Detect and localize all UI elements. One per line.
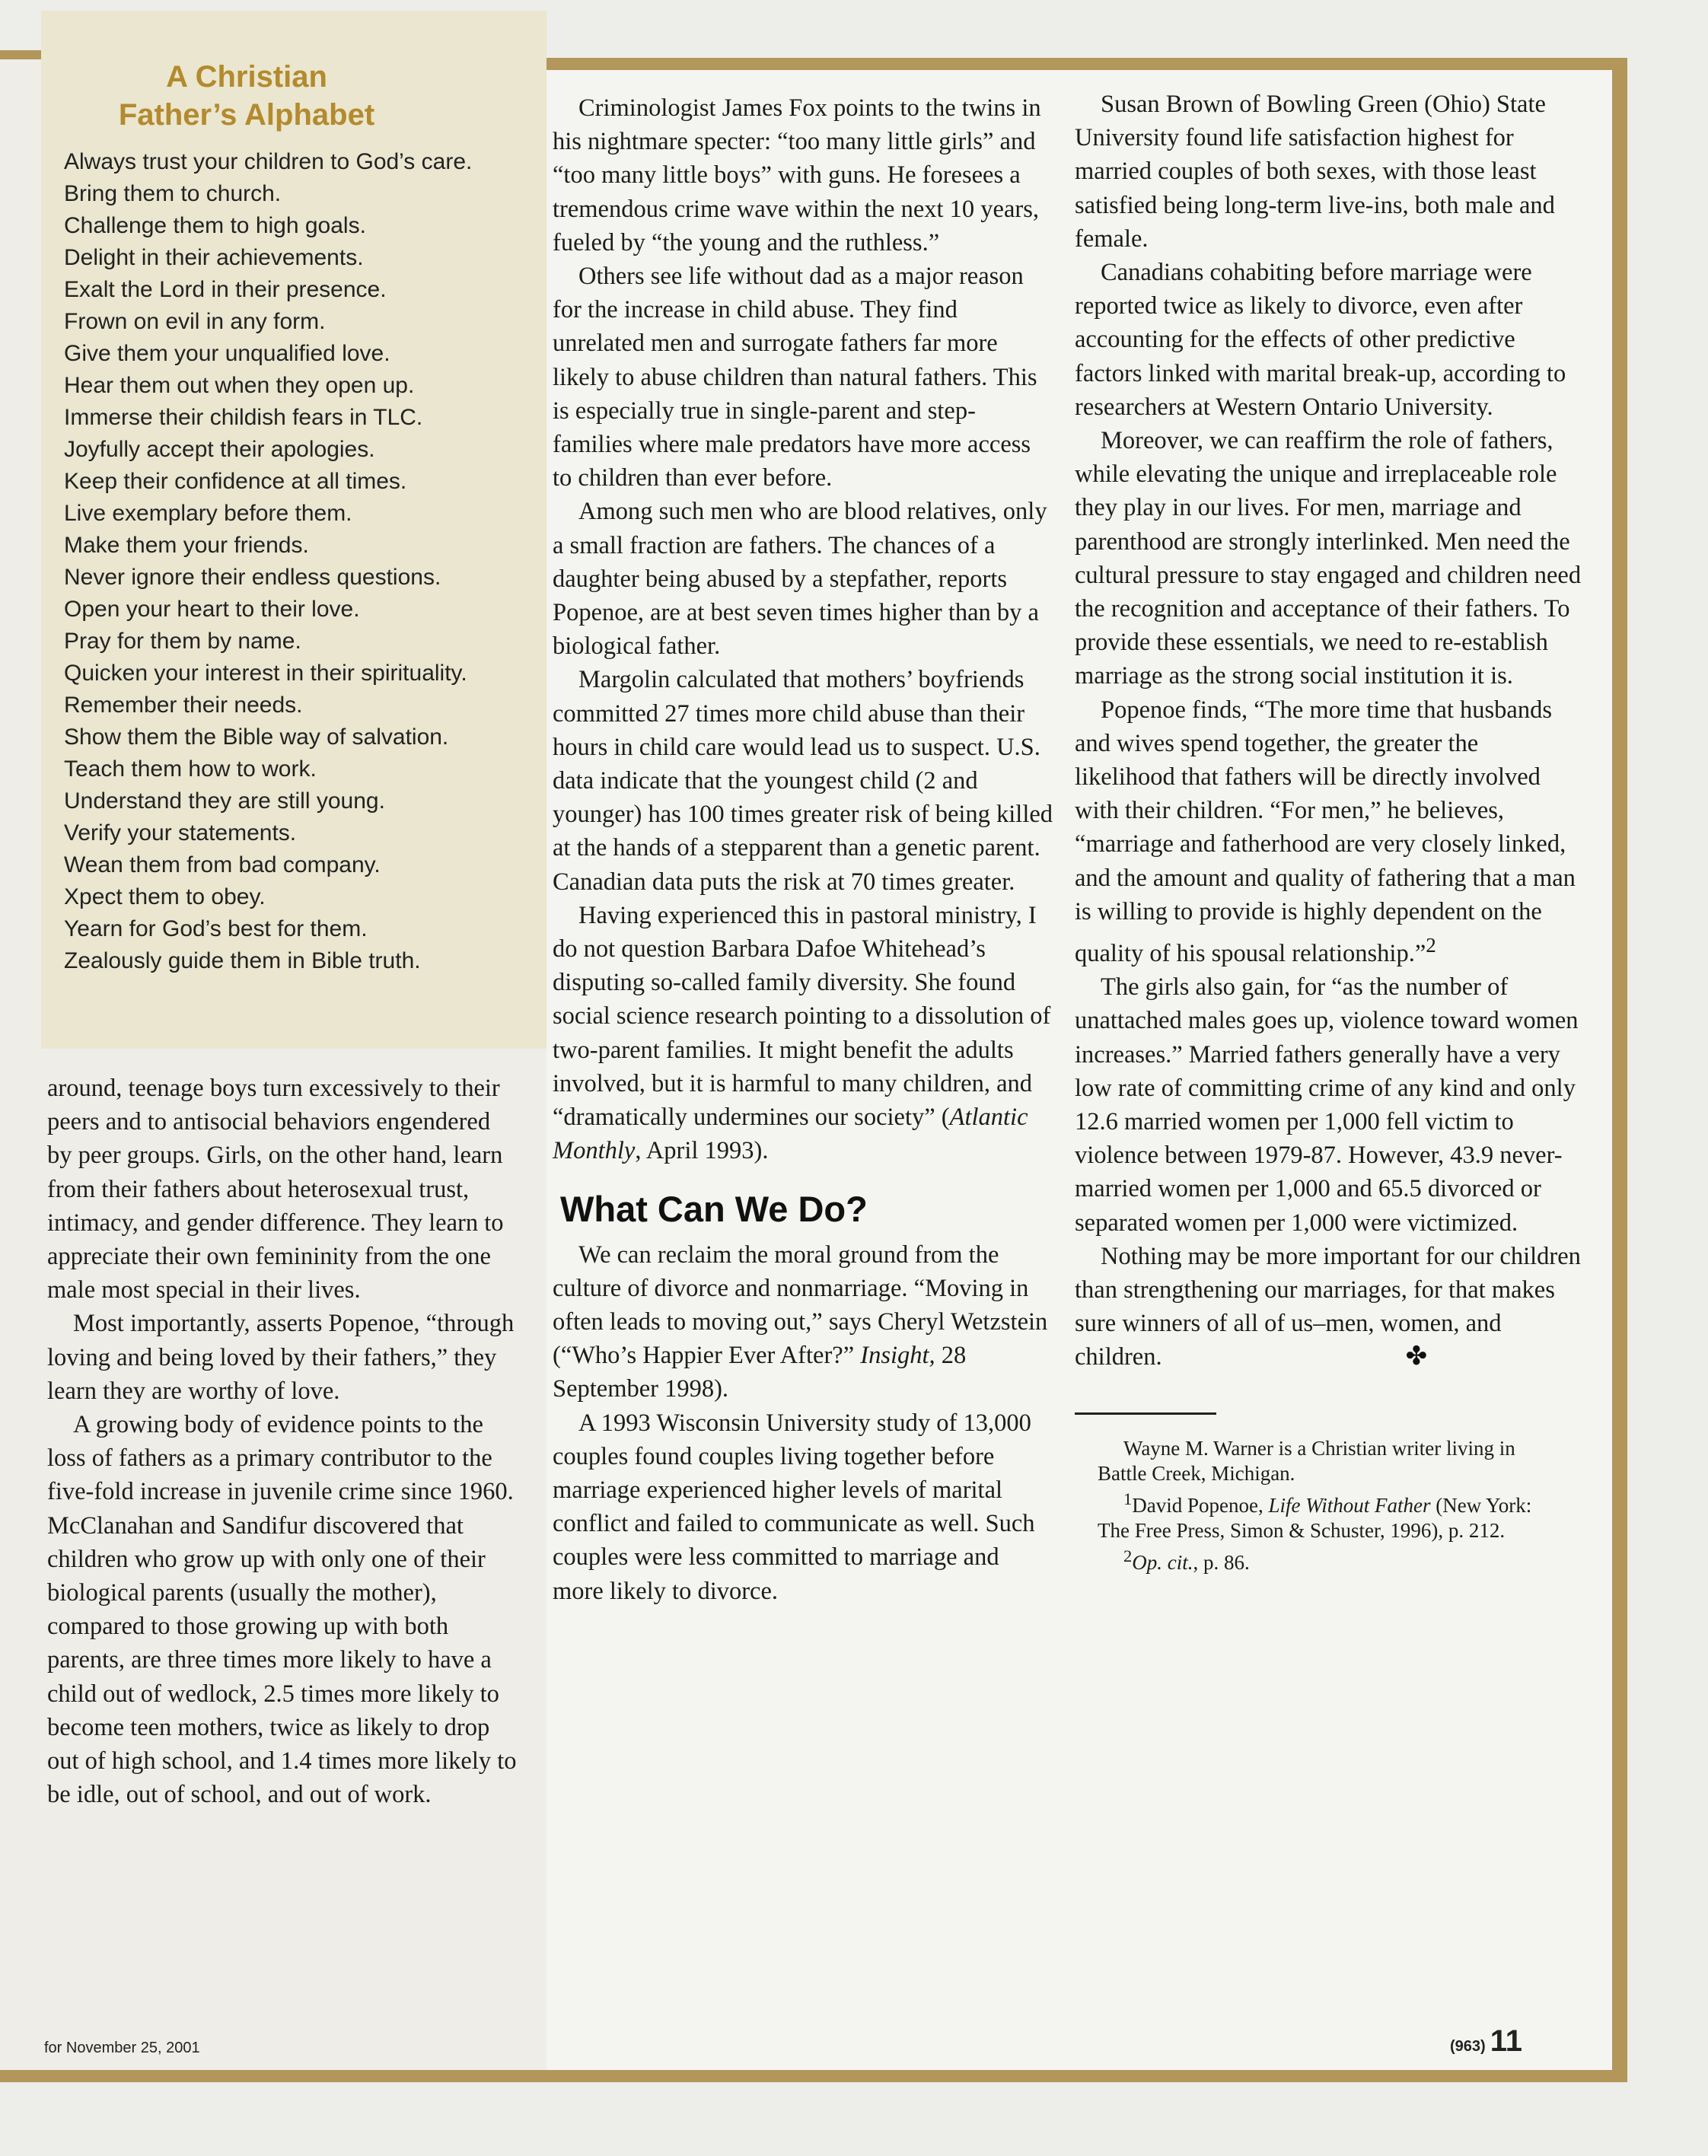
paragraph-text: Having experienced this in pastoral ministry, I do not question Barbara Dafoe Whitehead’s disputing so-called family diversity. She found social science research pointing to a dissolution of two-parent families. It might benefit the adults involved, but it is harmful to many children, and “dramatically undermines our society” ( (553, 901, 1051, 1132)
alphabet-list (64, 146, 546, 977)
paragraph: Among such men who are blood relatives, only a small fraction are fathers. The chances of a daughter being abused by a stepfather, reports Popenoe, are at best seven times higher than by a biological father. (553, 498, 1047, 661)
alphabet-sidebar (41, 11, 546, 1049)
alphabet-item: Yearn for God’s best for them. (64, 916, 368, 941)
column-1 (47, 1072, 519, 1811)
paragraph: The girls also gain, for “as the number of unattached males goes up, violence toward women increases.” Married fathers generally have a very low rate of committing crime of any kind and only 12.6 married women per 1,000 fell victim to violence between 1979-87. However, 43.9 never-married women per 1,000 and 65.5 divorced or separated women per 1,000 were victimized. (1075, 973, 1579, 1237)
alphabet-item: Wean them from bad company. (64, 852, 381, 877)
alphabet-item: Understand they are still young. (64, 788, 385, 814)
paragraph: Others see life without dad as a major reason for the increase in child abuse. They find unrelated men and surrogate fathers far more likely to abuse children than natural fathers. This is especially true in single-parent and step-families where male predators have more access to children than ever before. (553, 263, 1037, 492)
footnote-1 (1098, 1486, 1554, 1543)
paragraph: Most importantly, asserts Popenoe, “through loving and being loved by their fathers,” they learn they are worthy of love. (47, 1310, 515, 1405)
paragraph-text: , April 1993). (635, 1137, 769, 1165)
paragraph: A 1993 Wisconsin University study of 13,000 couples found couples living together before marriage experienced higher levels of marital conflict and failed to communicate as well. Such couples were less committed to marriage and more likely to divorce. (553, 1409, 1035, 1605)
alphabet-item: Live exemplary before them. (64, 501, 352, 526)
section-heading: What Can We Do? (560, 1188, 868, 1229)
alphabet-item: Teach them how to work. (64, 756, 317, 782)
alphabet-item: Quicken your interest in their spirituality. (64, 661, 467, 686)
footnote-marker: 1 (1123, 1489, 1133, 1508)
gold-rule-bottom (0, 2070, 1627, 2082)
alphabet-item: Pray for them by name. (64, 629, 301, 654)
footnote-marker: 2 (1123, 1546, 1133, 1565)
citation: Op. cit. (1132, 1550, 1193, 1574)
page-code: (963) (1450, 2038, 1486, 2055)
paragraph (1075, 693, 1585, 970)
alphabet-item: Zealously guide them in Bible truth. (64, 948, 421, 973)
end-of-article-icon: ✤ (1405, 1342, 1428, 1371)
alphabet-item: Bring them to church. (64, 181, 282, 206)
paragraph: Canadians cohabiting before marriage were reported twice as likely to divorce, even after accounting for the effects of other predictive factors linked with marital break-up, according to researchers at Western Ontario University. (1075, 259, 1566, 421)
paragraph: Susan Brown of Bowling Green (Ohio) State University found life satisfaction highest for married couples of both sexes, with those least satisfied being long-term live-ins, both male and female. (1075, 91, 1555, 253)
alphabet-item: Xpect them to obey. (64, 884, 266, 909)
alphabet-item: Exalt the Lord in their presence. (64, 277, 387, 302)
column-3 (1075, 88, 1585, 1575)
alphabet-item: Frown on evil in any form. (64, 309, 326, 334)
footnote-ref: 2 (1426, 934, 1436, 957)
alphabet-item: Open your heart to their love. (64, 597, 360, 622)
alphabet-item: Never ignore their endless questions. (64, 565, 441, 590)
alphabet-item: Joyfully accept their apologies. (64, 437, 375, 462)
alphabet-item: Give them your unqualified love. (64, 341, 390, 366)
page-number-block (1450, 2024, 1522, 2059)
paragraph: Moreover, we can reaffirm the role of fathers, while elevating the unique and irreplaceable role they play in our lives. For men, marriage and parenthood are strongly interlinked. Men need the cultural pressure to stay engaged and children need the recognition and acceptance of their fathers. To provide these essentials, we need to re-establish marriage as the strong social institution it is. (1075, 427, 1582, 690)
footnote-text: , p. 86. (1193, 1550, 1250, 1574)
alphabet-item: Make them your friends. (64, 533, 309, 558)
alphabet-item: Challenge them to high goals. (64, 213, 366, 238)
sidebar-title (41, 58, 452, 134)
alphabet-item: Remember their needs. (64, 693, 303, 718)
paragraph-text: Popenoe finds, “The more time that husbands and wives spend together, the greater the likelihood that fathers will be directly involved with their children. “For men,” he believes, “marriage and fatherhood are very closely linked, and the amount and quality of fathering that a man is willing to provide is highly dependent on the quality of his spousal relationship.” (1075, 696, 1576, 967)
footnote-text: David Popenoe, (1132, 1493, 1269, 1517)
paragraph (553, 899, 1055, 1168)
paragraph: Margolin calculated that mothers’ boyfriends committed 27 times more child abuse than their hours in child care would lead us to suspect. U.S. data indicate that the youngest child (2 and younger) has 100 times greater risk of being killed at the hands of a stepparent than a genetic parent. Canadian data puts the risk at 70 times greater. (553, 666, 1053, 896)
notes-divider (1075, 1412, 1216, 1415)
paragraph: Criminologist James Fox points to the twins in his nightmare specter: “too many little girls” and “too many little boys” with guns. He foresees a tremendous crime wave within the next 10 years, fueled by “the young and the ruthless.” (553, 94, 1041, 256)
alphabet-item: Immerse their childish fears in TLC. (64, 405, 423, 430)
alphabet-item: Delight in their achievements. (64, 245, 364, 270)
alphabet-item: Hear them out when they open up. (64, 373, 415, 398)
book-title: Life Without Father (1268, 1493, 1431, 1517)
paragraph: around, teenage boys turn excessively to their peers and to antisocial behaviors engendered by peer groups. Girls, on the other hand, learn from their fathers about heterosexual trust, intimacy, and gender difference. They learn to appreciate their own femininity from the one male most special in their lives. (47, 1075, 504, 1304)
footnote-2 (1098, 1543, 1554, 1575)
paragraph (1075, 1240, 1585, 1374)
issue-date: for November 25, 2001 (44, 2040, 200, 2056)
paragraph (553, 1238, 1055, 1406)
sidebar-title-line2: Father’s Alphabet (118, 98, 375, 132)
paragraph: A growing body of evidence points to the loss of fathers as a primary contributor to the five-fold increase in juvenile crime since 1960. McClanahan and Sandifur discovered that children who grow up with only one of their biological parents (usually the mother), compared to those growing up with both parents, are three times more likely to have a child out of wedlock, 2.5 times more likely to become teen mothers, twice as likely to drop out of high school, and 1.4 times more likely to be idle, out of school, and out of work. (47, 1411, 517, 1809)
paragraph-text: Nothing may be more important for our children than strengthening our marriages, for that makes sure winners of all of us–men, women, and children. (1075, 1242, 1581, 1371)
author-bio: Wayne M. Warner is a Christian writer living in Battle Creek, Michigan. (1098, 1436, 1515, 1485)
paragraph-text: We can reclaim the moral ground from the culture of divorce and nonmarriage. “Moving in often leads to moving out,” says Cheryl Wetzstein (“Who’s Happier Ever After?” (553, 1240, 1048, 1370)
sidebar-title-line1: A Christian (166, 60, 327, 94)
publication-title: Insight, (860, 1342, 935, 1370)
paragraph-text: 28 September 1998). (553, 1342, 967, 1403)
author-notes (1098, 1436, 1554, 1575)
footnote-text: (New York: The Free Press, Simon & Schuster, 1996), p. 212. (1098, 1493, 1532, 1542)
alphabet-item: Show them the Bible way of salvation. (64, 725, 449, 750)
column-2 (553, 91, 1055, 1608)
publication-title: Atlantic Monthly (553, 1103, 1028, 1165)
alphabet-item: Keep their confidence at all times. (64, 469, 407, 494)
alphabet-item: Verify your statements. (64, 820, 297, 846)
alphabet-item: Always trust your children to God’s care. (64, 149, 473, 174)
page-number: 11 (1490, 2024, 1522, 2058)
